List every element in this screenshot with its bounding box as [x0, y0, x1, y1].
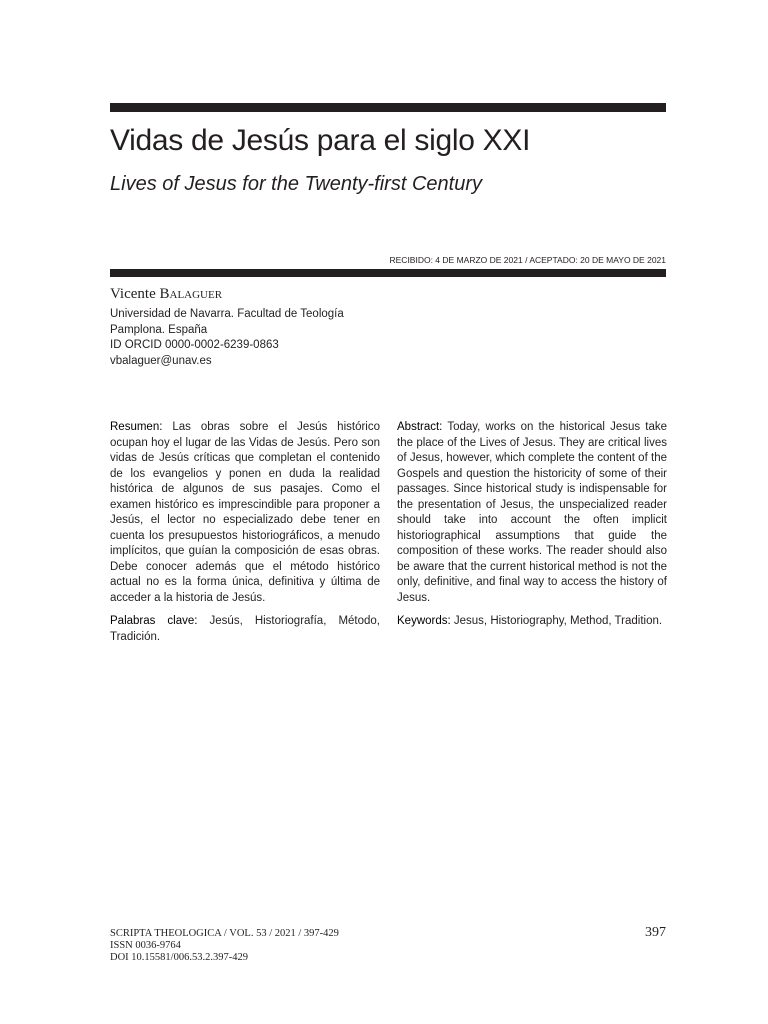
- footer-issn: ISSN 0036-9764: [110, 940, 181, 951]
- header-bottom-rule: [110, 269, 666, 277]
- affiliation-location: Pamplona. España: [110, 323, 208, 336]
- top-rule: [110, 103, 666, 112]
- keywords-text: Jesus, Historiography, Method, Tradition.: [453, 615, 663, 627]
- article-subtitle: Lives of Jesus for the Twenty-first Century: [110, 173, 482, 195]
- footer-doi: DOI 10.15581/006.53.2.397-429: [110, 952, 248, 963]
- author-first-name: Vicente: [110, 286, 156, 302]
- author-affiliation: [110, 307, 344, 369]
- resumen-label: Resumen:: [110, 421, 163, 433]
- resumen-column: [110, 420, 380, 645]
- author-name: [110, 286, 222, 303]
- affiliation-email[interactable]: vbalaguer@unav.es: [110, 354, 212, 367]
- palabras-clave-paragraph: [110, 614, 380, 645]
- footer-journal: SCRIPTA THEOLOGICA / VOL. 53 / 2021 / 397-429: [110, 928, 339, 939]
- affiliation-orcid: ID ORCID 0000-0002-6239-0863: [110, 339, 279, 351]
- resumen-paragraph: [110, 420, 380, 606]
- journal-footer: [110, 928, 339, 964]
- keywords-paragraph: [397, 614, 667, 630]
- keywords-label: Keywords:: [397, 615, 451, 627]
- abstract-label: Abstract:: [397, 421, 443, 433]
- abstract-paragraph: [397, 420, 667, 606]
- page-number: 397: [645, 925, 666, 940]
- palabras-clave-text: Jesús, Historiografía, Método, Tradición.: [110, 615, 380, 643]
- received-accepted-dates: RECIBIDO: 4 DE MARZO DE 2021 / ACEPTADO: 20 DE MAYO DE 2021: [389, 255, 666, 265]
- author-last-name: Balaguer: [159, 286, 223, 302]
- palabras-clave-label: Palabras clave:: [110, 615, 198, 627]
- article-title: Vidas de Jesús para el siglo XXI: [110, 124, 531, 157]
- abstract-text: Today, works on the historical Jesus take the place of the Lives of Jesus. They are critical lives of Jesus, however, which complete the content of the Gospels and question the historicity of some of their passages. Since historical study is indispensable for the presentation of Jesus, the unspecialized reader should take into account the often implicit historiographical assumptions that guide the composition of these works. The reader should also be aware that the current historical method is not the only, definitive, and final way to access the history of Jesus.: [397, 421, 667, 604]
- resumen-text: Las obras sobre el Jesús histórico ocupan hoy el lugar de las Vidas de Jesús. Pero son vidas de Jesús críticas que completan el contenido de los evangelios y ponen en duda la realidad histórica de algunos de sus pasajes. Como el examen histórico es imprescindible para proponer a Jesús, el lector no especializado debe tener en cuenta los presupuestos historiográficos, a menudo implícitos, que guían la composición de esas obras. Debe conocer además que el método histórico actual no es la forma única, definitiva y última de acceder a la historia de Jesús.: [110, 421, 380, 604]
- affiliation-institution: Universidad de Navarra. Facultad de Teología: [110, 308, 344, 320]
- abstract-column: [397, 420, 667, 630]
